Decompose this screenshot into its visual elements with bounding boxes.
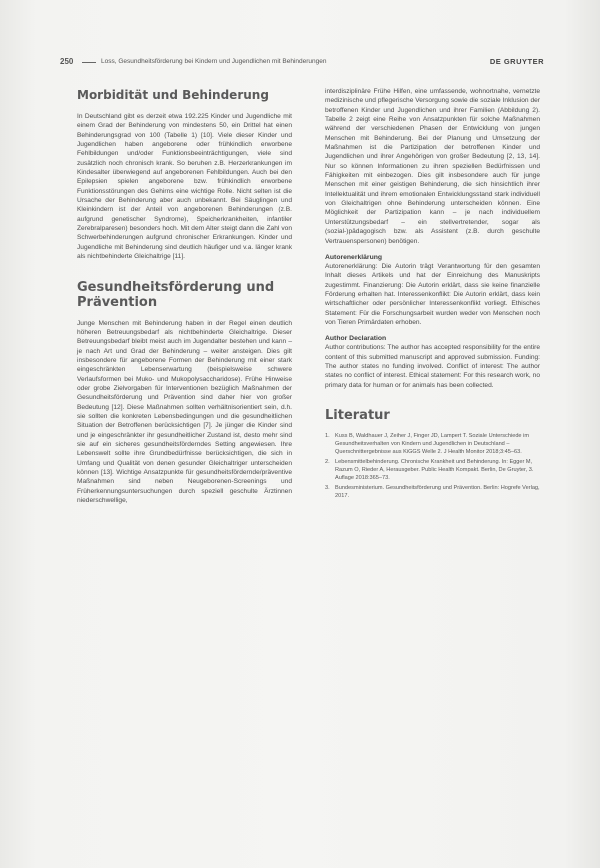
header-rule [82, 62, 96, 63]
reference-item [325, 484, 540, 500]
page-header [60, 57, 544, 71]
section-title-morbidity: Morbidität und Behinderung [77, 88, 269, 102]
reference-number: 3. [325, 484, 330, 491]
reference-text: Kuss B, Waldhauer J, Zeiher J, Finger JD, Lampert T. Soziale Unterschiede im Gesundheitsverhalten von Kindern und Jugendlichen in Deutschland – Querschnittergebnisse aus KiGGS Welle 2. J Health Monitor 2018;3:45–63. [335, 432, 529, 455]
author-declaration-de-title: Autorenerklärung [325, 253, 383, 261]
right-column [325, 87, 540, 502]
publisher-logo: DE GRUYTER [489, 57, 544, 66]
section-title-prevention: Gesundheitsförderung und Prävention [77, 279, 275, 310]
reference-item [325, 432, 540, 456]
continued-body-text: interdisziplinäre Frühe Hilfen, eine umfassende, wohnortnahe, vernetzte medizinische und pflegerische Versorgung sowie die soziale Inklusion der betroffenen Kinder und Jugendlichen und ihrer Familien (Abbildung 2). Tabelle 2 zeigt eine Reihe von Ansatzpunkten für solche Maßnahmen während der verschiedenen Phasen der Entwicklung von jungen Menschen mit Behinderung. Bei der Planung und Umsetzung der Maßnahmen ist die Partizipation der betroffenen Kinder und Jugendlichen und ihrer Angehörigen von großer Bedeutung [2, 13, 14]. Nur so können Informationen zu ihren speziellen Bedürfnissen und Fähigkeiten mit einbezogen. Dies gilt insbesondere auch für junge Menschen mit einer geistigen Behinderung, die sich hinsichtlich ihrer Intellektualität und ihrem emotionalen Entwicklungsstand stark individuell von Gleichaltrigen ohne Behinderung unterscheiden können. Eine Möglichkeit der Partizipation kann – je nach individuellem Unterstützungsbedarf – ein stellvertretender, sogar als (sozial-)pädagogisch bzw. als Assistent (z.B. durch geschulte Vertrauenspersonen) benötigen. [325, 88, 540, 245]
reference-number: 2. [325, 458, 330, 465]
section-body-morbidity: In Deutschland gibt es derzeit etwa 192.225 Kinder und Jugendliche mit einem Grad der Behinderung von mindestens 50, ein Drittel hat einen Behinderungsgrad von 100 (Tabelle 1) [10]. Viele dieser Kinder und Jugendlichen haben angeborene oder frühkindlich erworbene Fehlbildungen und/oder Funktionsbeeinträchtigungen, viele sind zusätzlich noch chronisch krank. So beruhen z.B. Herzerkrankungen im Kindesalter überwiegend auf angeborenen Fehlbildungen. Auch bei den Epilepsien spielen angeborene bzw. frühkindlich erworbene Funktionsstörungen des Gehirns eine wichtige Rolle. Nicht selten ist die Ursache der Behinderung aber auch unbekannt. Bei Säuglingen und Kleinkindern ist der Anteil von angeborenen Behinderungen (z.B. aufgrund genetischer Syndrome), Speicherkrankheiten, infantiler Zerebralparesen) besonders hoch. Mit dem Alter steigt dann die Zahl von Schwerbehinderungen aufgrund chronischer Erkrankungen. Kinder und Jugendliche mit Behinderung sind deutlich häufiger und v.a. länger krank als nichtbehinderte Gleichaltrige [11]. [77, 113, 292, 261]
left-column [77, 88, 292, 505]
author-declaration-en-title: Author Declaration [325, 335, 387, 343]
author-declaration-de: Autorenerklärung: Die Autorin trägt Verantwortung für den gesamten Inhalt dieses Artikels und hat der Einreichung des Manuskripts zugestimmt. Finanzierung: Die Autorin erklärt, dass sie keine finanzielle Förderung erhalten hat. Interessenkonflikt: Die Autorin erklärt, dass kein wirtschaftlicher oder persönlicher Interessenkonflikt vorliegt. Ethisches Statement: Für die Forschungsarbeit wurden weder von Menschen noch von Tieren Primärdaten erhoben. [325, 262, 540, 326]
reference-text: Bundesministerium. Gesundheitsförderung und Prävention. Berlin: Hogrefe Verlag, 2017. [335, 484, 540, 499]
reference-text: Lebensmittelbehinderung. Chronische Krankheit und Behinderung. In: Egger M, Razum O, Rieder A, Herausgeber. Public Health Kompakt. Berlin, De Gruyter, 3. Auflage 2018:365–73. [335, 458, 534, 481]
reference-item [325, 458, 540, 482]
page-number: 250 [60, 57, 74, 66]
section-body-prevention: Junge Menschen mit Behinderung haben in der Regel einen deutlich höheren Betreuungsbedarf als nichtbehinderte Gleichaltrige. Dieser Betreuungsbedarf bleibt meist auch im Jugendalter bestehen und kann – je nach Art und Grad der Behinderung – weiter ansteigen. Dies gilt insbesondere für angeborene Formen der Behinderung mit einer stark eingeschränkten Lebenserwartung (beispielsweise schwere Verlaufsformen bei Muko- und Mukopolysaccharidose). Frühe Hinweise oder grobe Zielvorgaben für Interventionen bezüglich Maßnahmen der Gesundheitsförderung und Prävention sind daher hier von großer Bedeutung [12]. Diese Maßnahmen sollten verhältnisorientiert sein, d.h. sie sollten die konkreten Lebensbedingungen und die gesundheitlichen Situation der Betroffenen berücksichtigen [7]. Je jünger die Kinder sind und je eingeschränkter ihr gesundheitlicher Zustand ist, desto mehr sind sie auf ein sicheres gesundheitsförderndes Setting angewiesen. Ihre Lebenswelt sollte ihre Grundbedürfnisse berücksichtigen, die sich in Umfang und Qualität von denen gesunder Gleichaltriger unterscheiden können [13]. Wichtige Ansatzpunkte für gesundheitsfördernde/präventive Maßnahmen sind neben Neugeborenen-Screenings und Früherkennungsuntersuchungen durch speziell geschulte Ärztinnen niederschwellige, [77, 319, 292, 505]
author-declaration-en: Author contributions: The author has accepted responsibility for the entire content of this submitted manuscript and approved submission. Funding: The author states no funding involved. Conflict of interest: The author states no conflict of interest. Ethical statement: For this research work, no primary data for human or for animals has been collected. [325, 344, 540, 389]
reference-number: 1. [325, 432, 330, 439]
references-title: Literatur [325, 407, 390, 423]
reference-list [325, 432, 540, 500]
running-title: Loss, Gesundheitsförderung bei Kindern und Jugendlichen mit Behinderungen [101, 58, 327, 65]
